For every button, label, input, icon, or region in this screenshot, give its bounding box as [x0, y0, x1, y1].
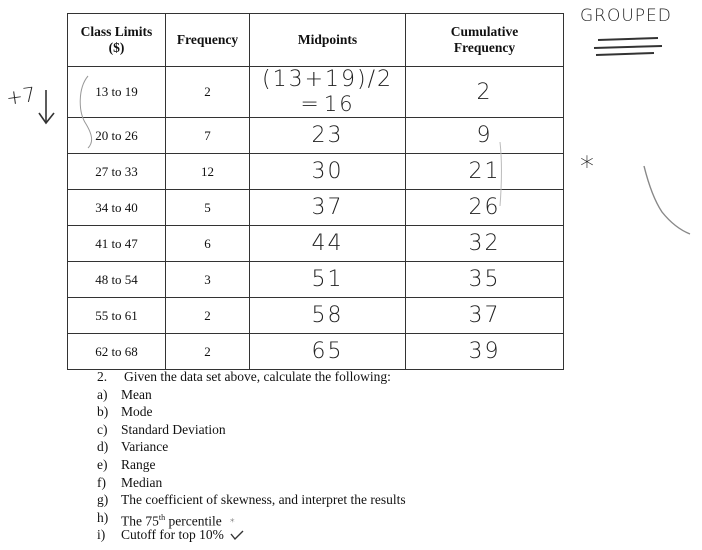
- midpoint-cell: 51: [250, 262, 406, 298]
- table-row: [68, 226, 564, 262]
- midpoint-work: (13+19)/2 =: [262, 67, 393, 117]
- midpoint-cell: 37: [250, 190, 406, 226]
- table-row: [68, 298, 564, 334]
- increment-annotation: +7: [4, 82, 38, 110]
- class-limits-cell: 27 to 33: [68, 154, 166, 190]
- class-limits-cell: 62 to 68: [68, 334, 166, 370]
- grouped-title-annotation: GROUPED: [580, 6, 672, 26]
- frequency-table: [67, 13, 564, 370]
- frequency-cell: 7: [166, 118, 250, 154]
- table-header-row: [68, 14, 564, 67]
- cumulative-cell: 21: [406, 154, 564, 190]
- class-limits-cell: 41 to 47: [68, 226, 166, 262]
- midpoint-cell: [250, 67, 406, 118]
- cumulative-cell: 26: [406, 190, 564, 226]
- header-cumulative-frequency: Cumulative Frequency: [406, 14, 564, 67]
- header-midpoints: Midpoints: [250, 14, 406, 67]
- frequency-cell: 5: [166, 190, 250, 226]
- margin-tick-mark: [494, 140, 506, 210]
- table-row: [68, 334, 564, 370]
- down-arrow-icon: [36, 88, 58, 128]
- title-underline-strokes: [592, 36, 672, 62]
- midpoint-cell: 30: [250, 154, 406, 190]
- class-limits-cell: 48 to 54: [68, 262, 166, 298]
- frequency-cell: 2: [166, 334, 250, 370]
- check-mark-icon: [230, 529, 244, 541]
- table-row: [68, 262, 564, 298]
- table-row: [68, 67, 564, 118]
- frequency-cell: 2: [166, 67, 250, 118]
- class-limits-cell: 55 to 61: [68, 298, 166, 334]
- midpoint-value: 16: [323, 92, 355, 116]
- curve-stroke-mark: [640, 160, 700, 240]
- class-limits-cell: 20 to 26: [68, 118, 166, 154]
- star-mark-icon: *: [229, 517, 235, 529]
- header-class-limits: Class Limits ($): [68, 14, 166, 67]
- row-bracket-mark: [74, 72, 104, 152]
- frequency-cell: 6: [166, 226, 250, 262]
- question-intro-text: Given the data set above, calculate the following:: [124, 369, 391, 384]
- midpoint-cell: 23: [250, 118, 406, 154]
- star-annotation: *: [580, 150, 594, 183]
- table-row: [68, 154, 564, 190]
- midpoint-cell: 58: [250, 298, 406, 334]
- midpoint-cell: 65: [250, 334, 406, 370]
- cumulative-cell: 9: [406, 118, 564, 154]
- frequency-cell: 12: [166, 154, 250, 190]
- class-limits-cell: 13 to 19: [68, 67, 166, 118]
- table-row: [68, 118, 564, 154]
- class-limits-cell: 34 to 40: [68, 190, 166, 226]
- cumulative-cell: 39: [406, 334, 564, 370]
- cumulative-cell: 37: [406, 298, 564, 334]
- cumulative-cell: 2: [406, 67, 564, 118]
- frequency-cell: 2: [166, 298, 250, 334]
- cumulative-cell: 32: [406, 226, 564, 262]
- cumulative-cell: 35: [406, 262, 564, 298]
- midpoint-cell: 44: [250, 226, 406, 262]
- header-frequency: Frequency: [166, 14, 250, 67]
- frequency-cell: 3: [166, 262, 250, 298]
- question-number: 2.: [97, 369, 108, 384]
- table-row: [68, 190, 564, 226]
